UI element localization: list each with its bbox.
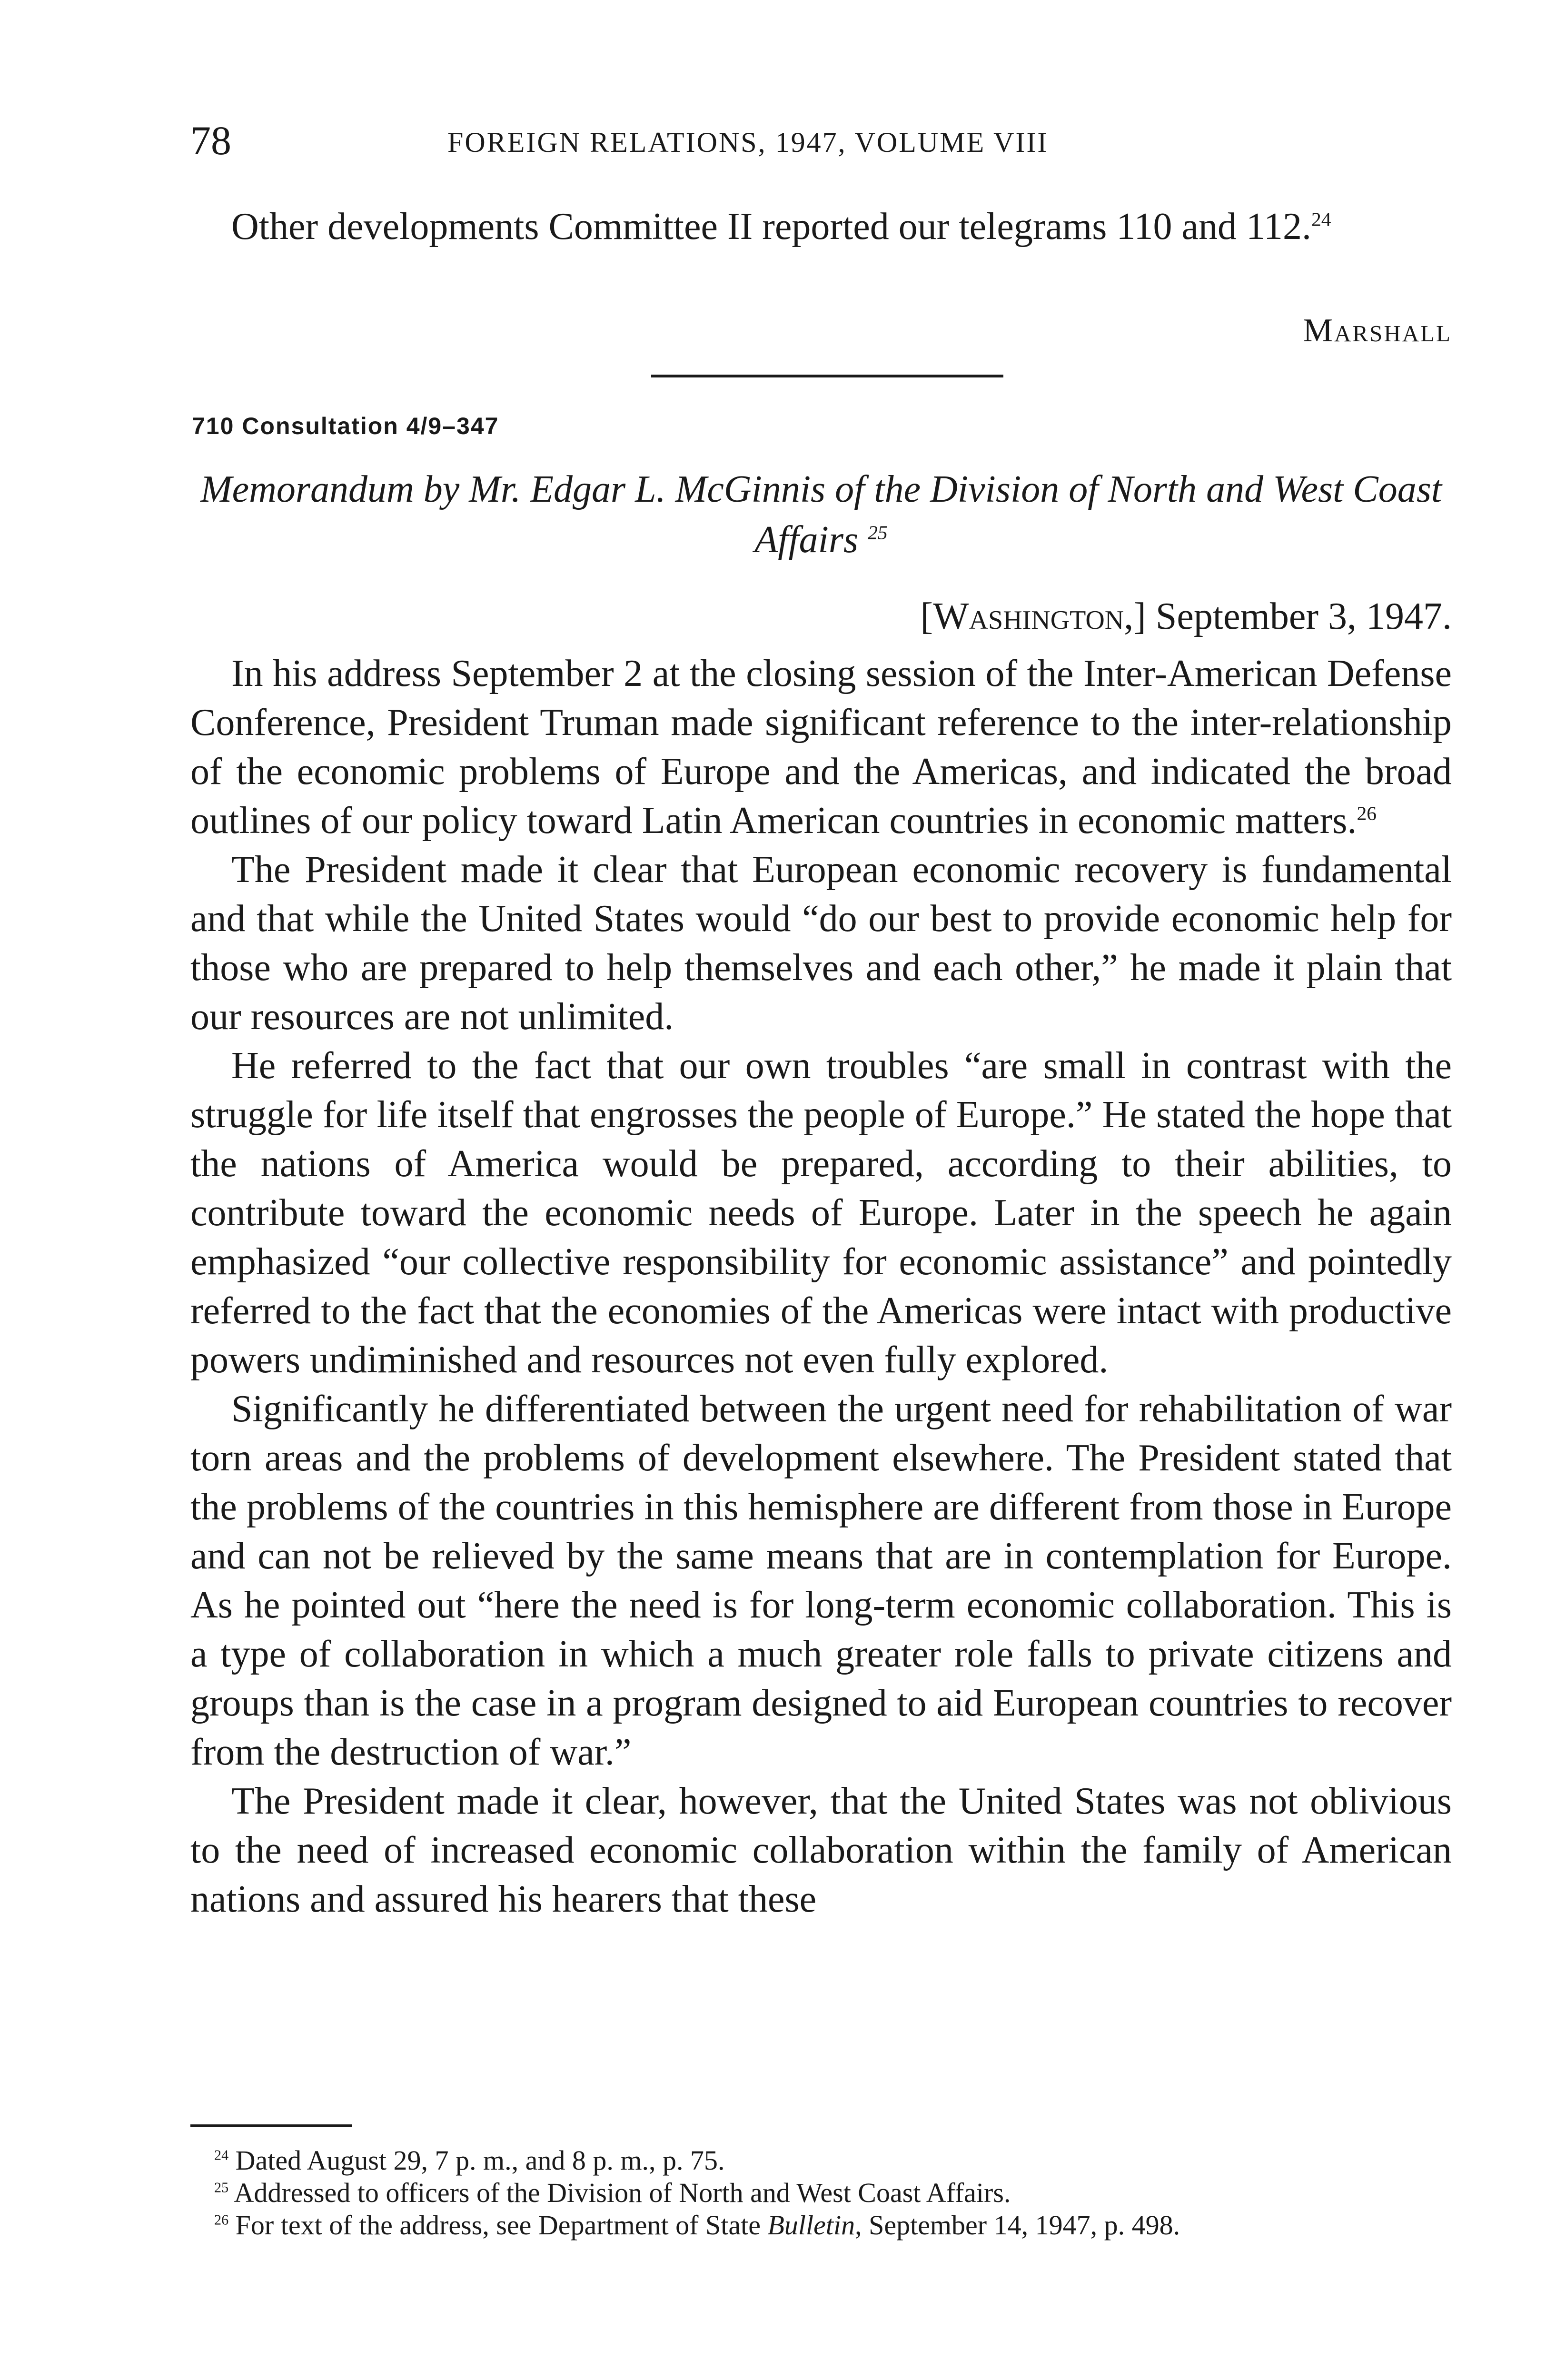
memorandum-body (190, 649, 1452, 1924)
footnote-number: 26 (214, 2211, 229, 2228)
body-paragraph-5: The President made it clear, however, that the United States was not oblivious to the need of increased economic collaboration within the family of American nations and assured his hearers that these (190, 1780, 1452, 1920)
signature: Marshall (1303, 312, 1452, 349)
footnote-ref-24: 24 (1311, 208, 1331, 230)
body-paragraph-1-text: In his address September 2 at the closing session of the Inter-American Defense Conference, President Truman made significant reference to the inter-relationship of the economic problems of Europe and the Americas, and indicated the broad outlines of our policy toward Latin American countries in economic matters. (190, 653, 1452, 842)
bulletin-title: Bulletin (767, 2210, 855, 2241)
file-code: 710 Consultation 4/9–347 (192, 413, 499, 439)
footnote-rule (190, 2124, 352, 2127)
dateline-place: [Washington,] (920, 595, 1146, 637)
footnote-ref-26: 26 (1357, 802, 1377, 824)
page-number: 78 (190, 118, 231, 163)
footnote-24 (190, 2144, 1452, 2177)
body-paragraph-4: Significantly he differentiated between the urgent need for rehabilitation of war torn areas and the problems of development elsewhere. The President stated that the problems of the countries in this hemisphere are different from those in Europe and can not be relieved by the same means that are in contemplation for Europe. As he pointed out “here the need is for long-term economic collaboration. This is a type of collaboration in which a much greater role falls to private citizens and groups than is the case in a program designed to aid European countries to recover from the destruction of war.” (190, 1388, 1452, 1773)
footnote-26 (190, 2209, 1452, 2241)
footnote-ref-25: 25 (868, 521, 888, 544)
body-paragraph-3: He referred to the fact that our own troubles “are small in contrast with the struggle for life itself that engrosses the people of Europe.” He stated the hope that the nations of America would be prepared, according to their abilities, to contribute toward the economic needs of Europe. Later in the speech he again emphasized “our collective responsibility for economic assistance” and pointedly referred to the fact that the economies of the Americas were intact with productive powers undiminished and resources not even fully explored. (190, 1045, 1452, 1381)
footnote-number: 25 (214, 2179, 229, 2196)
footnote-text: Addressed to officers of the Division of North and West Coast Affairs. (234, 2177, 1011, 2208)
section-divider (651, 375, 1003, 377)
footnote-text: Dated August 29, 7 p. m., and 8 p. m., p. 75. (235, 2145, 725, 2176)
running-title: FOREIGN RELATIONS, 1947, VOLUME VIII (447, 127, 1049, 158)
dateline-date: September 3, 1947. (1155, 595, 1452, 637)
footnote-text: For text of the address, see Department of State (235, 2210, 768, 2241)
body-paragraph-1 (190, 649, 1452, 845)
footnote-text-end: , September 14, 1947, p. 498. (855, 2210, 1180, 2241)
document-title-text: Memorandum by Mr. Edgar L. McGinnis of the Division of North and West Coast Affairs (200, 468, 1442, 561)
footnote-number: 24 (214, 2147, 229, 2163)
document-title (190, 464, 1452, 565)
footnote-25 (190, 2177, 1452, 2209)
closing-paragraph (190, 202, 1452, 251)
dateline (920, 593, 1452, 640)
running-header (190, 114, 1452, 167)
body-paragraph-2: The President made it clear that European economic recovery is fundamental and that while the United States would “do our best to provide economic help for those who are prepared to help themselves and each other,” he made it plain that our resources are not unlimited. (190, 849, 1452, 1038)
footnotes (190, 2144, 1452, 2241)
closing-paragraph-text: Other developments Committee II reported our telegrams 110 and 112. (231, 206, 1311, 248)
